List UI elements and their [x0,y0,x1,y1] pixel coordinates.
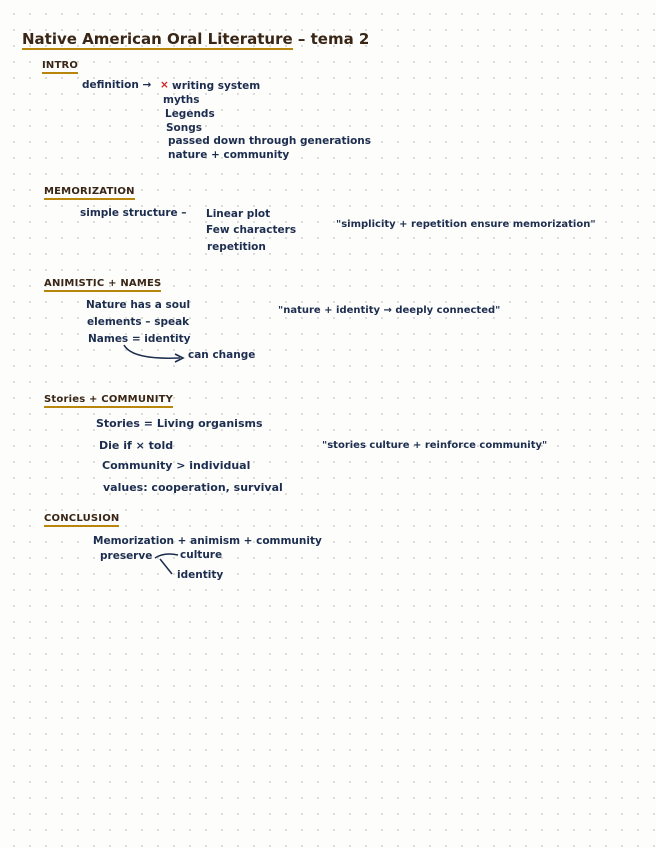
animistic-line: Names = identity [88,333,191,345]
page-title-suffix: – tema 2 [297,30,370,48]
animistic-heading: ANIMISTIC + NAMES [44,279,161,292]
memorization-heading: MEMORIZATION [44,187,135,200]
definition-item: nature + community [168,149,290,161]
memorization-item: Few characters [206,224,297,236]
definition-item: writing system [172,80,261,92]
stories-quote: "stories culture + reinforce community" [322,440,548,451]
conclusion-heading: CONCLUSION [44,514,119,527]
memorization-quote: "simplicity + repetition ensure memorization" [336,219,596,230]
animistic-line: Nature has a soul [86,299,191,311]
definition-item: myths [163,94,200,106]
stories-line: Die if × told [99,439,174,452]
stories-heading: Stories + COMMUNITY [44,395,173,408]
animistic-line: elements – speak [87,316,190,328]
definition-item: Legends [165,108,215,120]
stories-line: Stories = Living organisms [96,417,263,430]
animistic-quote: "nature + identity → deeply connected" [278,305,501,316]
memorization-label: simple structure – [80,207,187,219]
animistic-arrow-text: can change [188,349,256,361]
cross-mark: × [160,79,169,91]
definition-item: Songs [166,122,203,134]
conclusion-line: Memorization + animism + community [93,535,322,547]
stories-line: values: cooperation, survival [103,481,283,494]
conclusion-branch: identity [177,569,224,581]
definition-label: definition → [82,79,152,91]
stories-line: Community > individual [102,459,251,472]
intro-heading: INTRO [42,61,78,74]
memorization-item: Linear plot [206,208,271,220]
definition-item: passed down through generations [168,135,372,147]
memorization-item: repetition [207,241,266,253]
page-title-main: Native American Oral Literature [22,30,293,48]
conclusion-preserve: preserve [100,550,153,562]
conclusion-branch: culture [180,549,223,561]
